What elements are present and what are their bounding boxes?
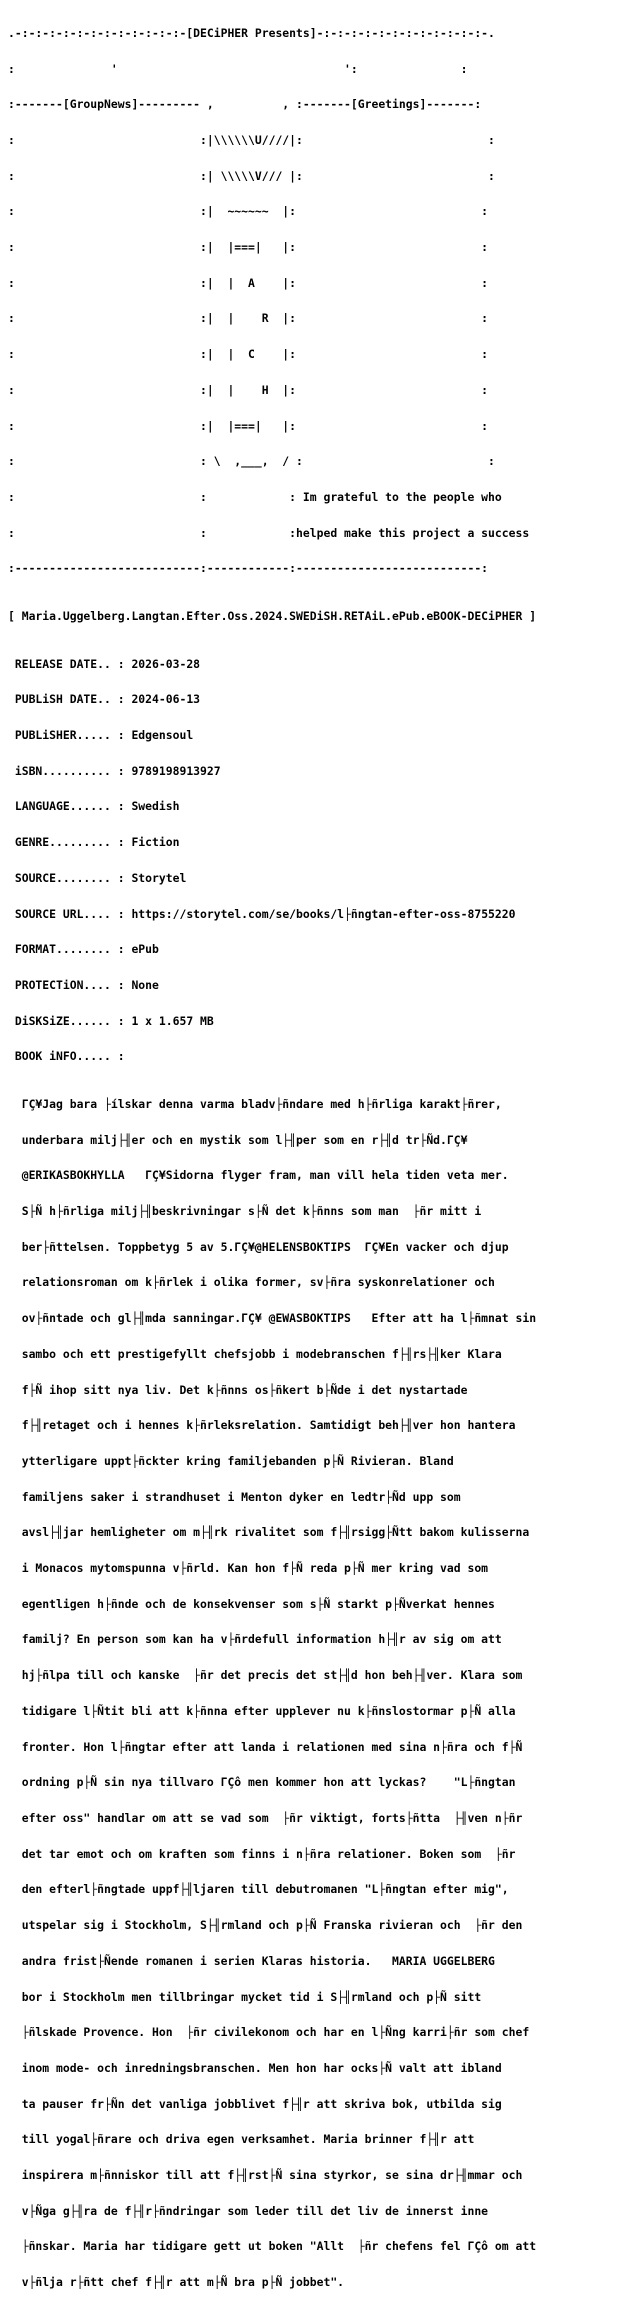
header-title-line: .-:-:-:-:-:-:-:-:-:-:-:-:-[DECiPHER Presents]-:-:-:-:-:-:-:-:-:-:-:-:-. <box>8 25 495 40</box>
header-art-line: : :| | H |: : <box>8 382 489 397</box>
field-label: SOURCE URL.... : <box>8 906 125 921</box>
header-art-line: : :| ~~~~~~ |: : <box>8 204 489 219</box>
field-label: LANGUAGE...... : <box>8 799 125 814</box>
book-info-line: i Monacos mytomspunna v├ñrld. Kan hon f├Ñ reda p├Ñ mer kring vad som <box>8 1561 489 1576</box>
book-info-line: f├╢retaget och i hennes k├ñrleksrelation. Samtidigt beh├╢ver hon hantera <box>8 1418 516 1433</box>
source-field <box>8 870 640 885</box>
book-info-line: fronter. Hon l├ñngtar efter att landa i relationen med sina n├ñra och f├Ñ <box>8 1739 523 1754</box>
book-info-line: underbara milj├╢er och en mystik som l├╢per som en r├╢d tr├Ñd.ΓÇ¥ <box>8 1132 468 1147</box>
book-info-line: ΓÇ¥Jag bara ├ílskar denna varma bladv├ñndare med h├ñrliga karakt├ñrer, <box>8 1096 502 1111</box>
book-info-line: ├ñnskar. Maria har tidigare gett ut boken "Allt ├ñr chefens fel ΓÇô om att <box>8 2239 537 2254</box>
book-info-line: egentligen h├ñnde och de konsekvenser som s├Ñ starkt p├Ñverkat hennes <box>8 1596 495 1611</box>
book-info-line: avsl├╢jar hemligheter om m├╢rk rivalitet som f├╢rsigg├Ñtt bakom kulisserna <box>8 1525 530 1540</box>
book-info-line: v├Ñga g├╢ra de f├╢r├ñndringar som leder till det liv de innerst inne <box>8 2203 489 2218</box>
isbn-field <box>8 763 640 778</box>
field-value: 2026-03-28 <box>131 656 201 671</box>
header-art-line: : : \ ,___, / : : <box>8 454 495 469</box>
field-label: PROTECTiON.... : <box>8 977 125 992</box>
book-info-line: ber├ñttelsen. Toppbetyg 5 av 5.ΓÇ¥@HELENSBOKTIPS ΓÇ¥En vacker och djup <box>8 1239 509 1254</box>
book-info-line: ordning p├Ñ sin nya tillvaro ΓÇô men kommer hon att lyckas? "L├ñngtan <box>8 1775 516 1790</box>
format-field <box>8 944 640 956</box>
book-info-line: hj├ñlpa till och kanske ├ñr det precis det st├╢d hon beh├╢ver. Klara som <box>8 1668 523 1683</box>
release-name-line: [ Maria.Uggelberg.Langtan.Efter.Oss.2024.SWEDiSH.RETAiL.ePub.eBOOK-DECiPHER ] <box>8 608 537 623</box>
field-value: Swedish <box>131 799 180 814</box>
book-info-line: det tar emot och om kraften som finns i n├ñra relationer. Boken som ├ñr <box>8 1846 516 1861</box>
release-date-field <box>8 656 640 671</box>
field-value: Edgensoul <box>131 727 194 742</box>
field-label: PUBLiSHER..... : <box>8 727 125 742</box>
field-value: 2024-06-13 <box>131 692 201 707</box>
book-info-line: till yogal├ñrare och driva egen verksamhet. Maria brinner f├╢r att <box>8 2132 475 2147</box>
book-info-line: ├ñlskade Provence. Hon ├ñr civilekonom och har en l├Ñng karri├ñr som chef <box>8 2025 530 2040</box>
book-info-line: v├ñlja r├ñtt chef f├╢r att m├Ñ bra p├Ñ jobbet". <box>8 2275 345 2290</box>
field-label: GENRE......... : <box>8 835 125 850</box>
field-label: RELEASE DATE.. : <box>8 656 125 671</box>
book-info-line: tidigare l├Ñtit bli att k├ñnna efter upplever nu k├ñnslostormar p├Ñ alla <box>8 1703 516 1718</box>
publisher-field <box>8 727 640 742</box>
greetings-text-line: : : : Im grateful to the people who <box>8 489 502 504</box>
book-info-line: relationsroman om k├ñrlek i olika former, sv├ñra syskonrelationer och <box>8 1275 495 1290</box>
language-field <box>8 801 640 813</box>
header-art-line: : :| | R |: : <box>8 311 489 326</box>
header-art-line: : :| |===| |: : <box>8 240 489 255</box>
field-label: PUBLiSH DATE.. : <box>8 692 125 707</box>
book-info-line: andra frist├Ñende romanen i serien Klaras historia. MARIA UGGELBERG <box>8 1953 495 1968</box>
protection-field <box>8 977 640 992</box>
field-label: SOURCE........ : <box>8 870 125 885</box>
group-news-box-title: :-------[GroupNews]--------- , , :-------[Greetings]-------: <box>8 97 482 112</box>
field-value: Fiction <box>131 835 180 850</box>
field-value: 1 x 1.657 MB <box>131 1013 214 1028</box>
publish-date-field <box>8 694 640 706</box>
book-info-line: bor i Stockholm men tillbringar mycket tid i S├╢rmland och p├Ñ sitt <box>8 1989 482 2004</box>
header-art-bottom-line: :---------------------------:------------:---------------------------: <box>8 561 489 576</box>
field-value: Storytel <box>131 870 187 885</box>
field-label: iSBN.......... : <box>8 763 125 778</box>
field-value: ePub <box>131 942 159 957</box>
header-art-line: : :| \\\\\V/// |: : <box>8 168 495 183</box>
header-art-line: : :| | C |: : <box>8 347 489 362</box>
book-info-line: inom mode- och inredningsbranschen. Men hon har ocks├Ñ valt att ibland <box>8 2060 502 2075</box>
book-info-line: utspelar sig i Stockholm, S├╢rmland och p├Ñ Franska rivieran och ├ñr den <box>8 1918 523 1933</box>
greetings-text-line: : : :helped make this project a success <box>8 525 530 540</box>
field-label: BOOK iNFO..... : <box>8 1049 125 1064</box>
book-info-line: inspirera m├ñnniskor till att f├╢rst├Ñ sina styrkor, se sina dr├╢mmar och <box>8 2168 523 2183</box>
header-art-line: : :| |===| |: : <box>8 418 489 433</box>
book-info-field <box>8 1051 640 1063</box>
book-info-line: @ERIKASBOKHYLLA ΓÇ¥Sidorna flyger fram, man vill hela tiden veta mer. <box>8 1168 509 1183</box>
field-label: DiSKSiZE...... : <box>8 1013 125 1028</box>
book-info-line: ytterligare uppt├ñckter kring familjebanden p├Ñ Rivieran. Bland <box>8 1453 454 1468</box>
book-info-line: efter oss" handlar om att se vad som ├ñr viktigt, forts├ñtta ├╢ven n├ñr <box>8 1810 523 1825</box>
book-info-line: S├Ñ h├ñrliga milj├╢beskrivningar s├Ñ det k├ñnns som man ├ñr mitt i <box>8 1204 482 1219</box>
book-info-line: den efterl├ñngtade uppf├╢ljaren till debutromanen "L├ñngtan efter mig", <box>8 1882 509 1897</box>
genre-field <box>8 837 640 849</box>
book-info-line: familjens saker i strandhuset i Menton dyker en ledtr├Ñd upp som <box>8 1489 461 1504</box>
field-label: FORMAT........ : <box>8 942 125 957</box>
field-value: None <box>131 977 159 992</box>
field-value: 9789198913927 <box>131 763 221 778</box>
book-info-line: ta pauser fr├Ñn det vanliga jobblivet f├╢r att skriva bok, utbilda sig <box>8 2096 502 2111</box>
disksize-field <box>8 1013 640 1028</box>
book-info-line: f├Ñ ihop sitt nya liv. Det k├ñnns os├ñkert b├Ñde i det nystartade <box>8 1382 468 1397</box>
header-art-line: : :|\\\\\\U////|: : <box>8 132 495 147</box>
header-art-line: : ' ': : <box>8 61 468 76</box>
book-info-line: sambo och ett prestigefyllt chefsjobb i modebranschen f├╢rs├╢ker Klara <box>8 1346 502 1361</box>
source-url-field <box>8 906 640 921</box>
header-art-line: : :| | A |: : <box>8 275 489 290</box>
source-url-link[interactable]: https://storytel.com/se/books/l├ñngtan-efter-oss-8755220 <box>131 906 516 921</box>
book-info-line: familj? En person som kan ha v├ñrdefull information h├╢r av sig om att <box>8 1632 502 1647</box>
book-info-line: ov├ñntade och gl├╢mda sanningar.ΓÇ¥ @EWASBOKTIPS Efter att ha l├ñmnat sin <box>8 1311 537 1326</box>
